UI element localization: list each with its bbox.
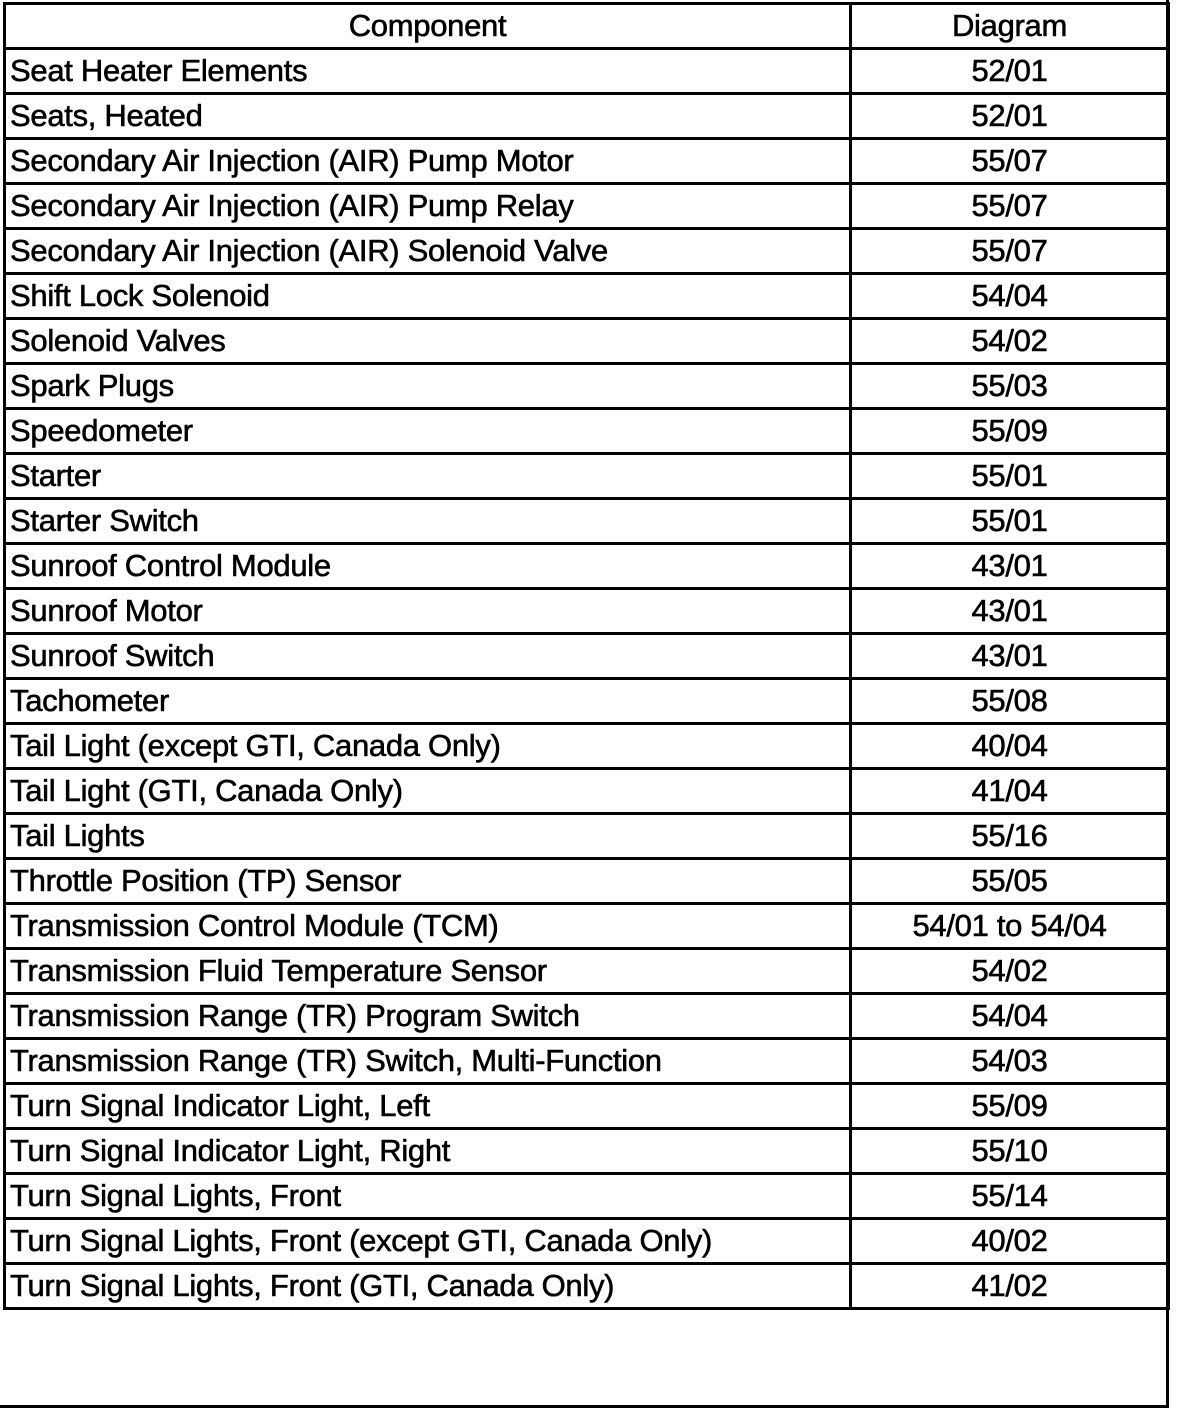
component-cell: Seats, Heated [5, 94, 851, 139]
component-cell: Secondary Air Injection (AIR) Pump Motor [5, 139, 851, 184]
table-row [5, 274, 1169, 319]
diagram-cell: 55/01 [851, 454, 1169, 499]
table-row [5, 229, 1169, 274]
component-cell: Turn Signal Lights, Front [5, 1174, 851, 1219]
table-row [5, 904, 1169, 949]
diagram-cell: 54/02 [851, 319, 1169, 364]
component-cell: Tachometer [5, 679, 851, 724]
table-row [5, 949, 1169, 994]
component-cell: Turn Signal Lights, Front (except GTI, Canada Only) [5, 1219, 851, 1264]
component-cell: Secondary Air Injection (AIR) Solenoid Valve [5, 229, 851, 274]
table-row [5, 94, 1169, 139]
diagram-cell: 55/16 [851, 814, 1169, 859]
diagram-cell: 55/01 [851, 499, 1169, 544]
table-row [5, 634, 1169, 679]
component-cell: Transmission Fluid Temperature Sensor [5, 949, 851, 994]
page-border-right [1166, 0, 1169, 1408]
table-row [5, 724, 1169, 769]
table-row [5, 589, 1169, 634]
header-row [5, 4, 1169, 49]
diagram-cell: 54/04 [851, 994, 1169, 1039]
component-cell: Tail Light (except GTI, Canada Only) [5, 724, 851, 769]
diagram-cell: 52/01 [851, 49, 1169, 94]
diagram-cell: 54/01 to 54/04 [851, 904, 1169, 949]
table-row [5, 364, 1169, 409]
table-row [5, 49, 1169, 94]
diagram-cell: 55/07 [851, 184, 1169, 229]
component-cell: Sunroof Switch [5, 634, 851, 679]
diagram-cell: 55/08 [851, 679, 1169, 724]
table-row [5, 859, 1169, 904]
table-row [5, 1084, 1169, 1129]
diagram-cell: 43/01 [851, 544, 1169, 589]
diagram-cell: 41/02 [851, 1264, 1169, 1309]
component-cell: Transmission Range (TR) Switch, Multi-Function [5, 1039, 851, 1084]
table-row [5, 814, 1169, 859]
diagram-cell: 43/01 [851, 634, 1169, 679]
table-row [5, 139, 1169, 184]
component-cell: Spark Plugs [5, 364, 851, 409]
component-cell: Throttle Position (TP) Sensor [5, 859, 851, 904]
diagram-cell: 55/09 [851, 409, 1169, 454]
column-header-diagram: Diagram [851, 4, 1169, 49]
diagram-cell: 55/09 [851, 1084, 1169, 1129]
diagram-cell: 52/01 [851, 94, 1169, 139]
table-row [5, 499, 1169, 544]
diagram-cell: 55/07 [851, 229, 1169, 274]
table-row [5, 1129, 1169, 1174]
component-cell: Seat Heater Elements [5, 49, 851, 94]
diagram-cell: 40/02 [851, 1219, 1169, 1264]
component-cell: Secondary Air Injection (AIR) Pump Relay [5, 184, 851, 229]
table-row [5, 1264, 1169, 1309]
diagram-cell: 55/05 [851, 859, 1169, 904]
table-row [5, 409, 1169, 454]
diagram-cell: 40/04 [851, 724, 1169, 769]
component-cell: Solenoid Valves [5, 319, 851, 364]
component-diagram-table [3, 2, 1170, 1310]
component-cell: Transmission Range (TR) Program Switch [5, 994, 851, 1039]
component-cell: Starter Switch [5, 499, 851, 544]
component-cell: Tail Lights [5, 814, 851, 859]
component-cell: Sunroof Motor [5, 589, 851, 634]
diagram-cell: 55/07 [851, 139, 1169, 184]
table-row [5, 1039, 1169, 1084]
component-cell: Speedometer [5, 409, 851, 454]
table-row [5, 769, 1169, 814]
component-cell: Transmission Control Module (TCM) [5, 904, 851, 949]
table-row [5, 319, 1169, 364]
diagram-cell: 41/04 [851, 769, 1169, 814]
diagram-cell: 54/03 [851, 1039, 1169, 1084]
table-row [5, 679, 1169, 724]
diagram-cell: 55/14 [851, 1174, 1169, 1219]
component-cell: Turn Signal Indicator Light, Left [5, 1084, 851, 1129]
component-cell: Turn Signal Indicator Light, Right [5, 1129, 851, 1174]
component-cell: Starter [5, 454, 851, 499]
diagram-cell: 55/10 [851, 1129, 1169, 1174]
component-cell: Turn Signal Lights, Front (GTI, Canada Only) [5, 1264, 851, 1309]
table-body [5, 49, 1169, 1309]
diagram-cell: 55/03 [851, 364, 1169, 409]
column-header-component: Component [5, 4, 851, 49]
table-row [5, 544, 1169, 589]
table-row [5, 454, 1169, 499]
component-cell: Shift Lock Solenoid [5, 274, 851, 319]
component-cell: Tail Light (GTI, Canada Only) [5, 769, 851, 814]
component-cell: Sunroof Control Module [5, 544, 851, 589]
component-index-sheet [3, 2, 1167, 1310]
table-row [5, 184, 1169, 229]
table-row [5, 1174, 1169, 1219]
diagram-cell: 54/04 [851, 274, 1169, 319]
table-row [5, 1219, 1169, 1264]
table-row [5, 994, 1169, 1039]
diagram-cell: 43/01 [851, 589, 1169, 634]
diagram-cell: 54/02 [851, 949, 1169, 994]
